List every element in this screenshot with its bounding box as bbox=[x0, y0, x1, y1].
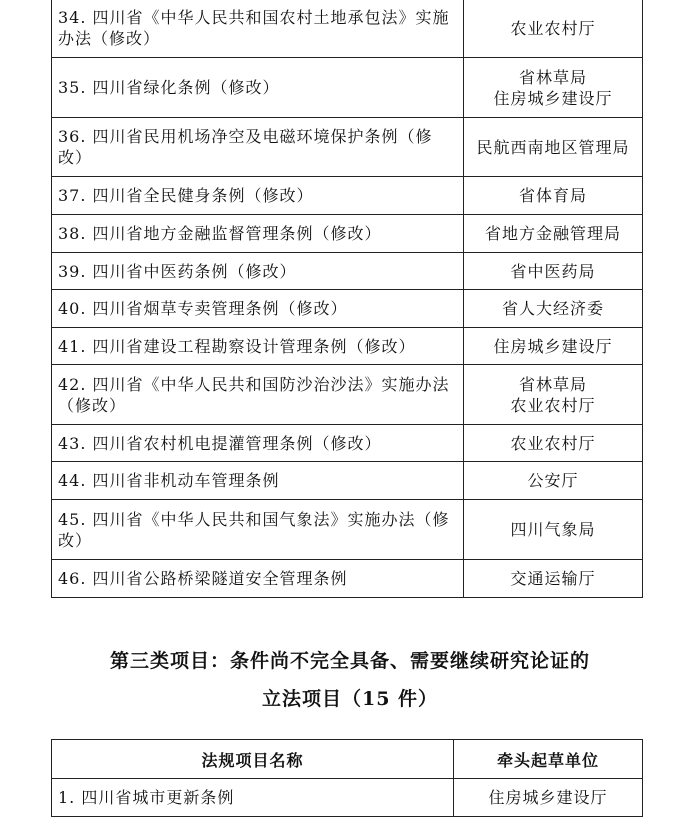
lead-unit: 省中医药局 bbox=[510, 261, 596, 281]
lead-unit-cell bbox=[464, 500, 643, 560]
lead-unit: 民航西南地区管理局 bbox=[476, 137, 630, 157]
lead-unit: 四川气象局 bbox=[510, 520, 596, 539]
table-row bbox=[52, 425, 643, 462]
section-title-line2: 立法项目（15 件） bbox=[261, 688, 439, 710]
table-row bbox=[52, 462, 643, 500]
table-row bbox=[52, 328, 643, 365]
lead-unit: 农业农村厅 bbox=[510, 18, 596, 38]
project-name-cell: 43. 四川省农村机电提灌管理条例（修改） bbox=[52, 425, 464, 462]
header-unit: 牵头起草单位 bbox=[454, 740, 643, 779]
lead-unit-cell bbox=[464, 118, 643, 177]
project-table-category3 bbox=[51, 739, 643, 817]
lead-unit-cell bbox=[464, 177, 643, 215]
table-row bbox=[52, 500, 643, 560]
section-title-line1: 第三类项目：条件尚不完全具备、需要继续研究论证的 bbox=[109, 650, 590, 672]
table-row bbox=[52, 215, 643, 253]
lead-unit-cell bbox=[464, 253, 643, 290]
lead-unit: 省人大经济委 bbox=[501, 299, 604, 318]
project-name-cell: 37. 四川省全民健身条例（修改） bbox=[52, 177, 464, 215]
lead-unit: 农业农村厅 bbox=[510, 395, 596, 415]
project-table-continued bbox=[51, 0, 643, 598]
lead-unit: 住房城乡建设厅 bbox=[493, 336, 613, 356]
lead-unit-cell bbox=[464, 560, 643, 598]
project-name-cell: 42. 四川省《中华人民共和国防沙治沙法》实施办法（修改） bbox=[52, 365, 464, 425]
project-name-cell: 39. 四川省中医药条例（修改） bbox=[52, 253, 464, 290]
project-name-cell: 40. 四川省烟草专卖管理条例（修改） bbox=[52, 290, 464, 328]
lead-unit: 住房城乡建设厅 bbox=[493, 88, 613, 108]
lead-unit: 农业农村厅 bbox=[510, 433, 596, 453]
table-header-row bbox=[52, 740, 643, 779]
lead-unit-cell bbox=[464, 58, 643, 118]
lead-unit: 公安厅 bbox=[527, 471, 579, 490]
table-row bbox=[52, 779, 643, 817]
project-name-cell: 41. 四川省建设工程勘察设计管理条例（修改） bbox=[52, 328, 464, 365]
lead-unit-cell bbox=[464, 328, 643, 365]
lead-unit: 省林草局 bbox=[518, 67, 587, 87]
table-row bbox=[52, 0, 643, 58]
lead-unit-cell bbox=[464, 462, 643, 500]
lead-unit: 住房城乡建设厅 bbox=[488, 788, 608, 807]
lead-unit-cell bbox=[454, 779, 643, 817]
table-row bbox=[52, 177, 643, 215]
project-name-cell: 38. 四川省地方金融监督管理条例（修改） bbox=[52, 215, 464, 253]
table-row bbox=[52, 560, 643, 598]
lead-unit-cell bbox=[464, 290, 643, 328]
lead-unit: 省林草局 bbox=[518, 374, 587, 394]
header-name: 法规项目名称 bbox=[52, 740, 454, 779]
table-row bbox=[52, 58, 643, 118]
lead-unit-cell bbox=[464, 365, 643, 425]
table-row bbox=[52, 365, 643, 425]
project-name-cell: 36. 四川省民用机场净空及电磁环境保护条例（修改） bbox=[52, 118, 464, 177]
project-name-cell: 1. 四川省城市更新条例 bbox=[52, 779, 454, 817]
lead-unit-cell bbox=[464, 425, 643, 462]
table-row bbox=[52, 253, 643, 290]
project-name-cell: 35. 四川省绿化条例（修改） bbox=[52, 58, 464, 118]
project-name-cell: 34. 四川省《中华人民共和国农村土地承包法》实施办法（修改） bbox=[52, 0, 464, 58]
lead-unit-cell bbox=[464, 0, 643, 58]
lead-unit: 省地方金融管理局 bbox=[484, 224, 621, 243]
table-row bbox=[52, 290, 643, 328]
project-name-cell: 46. 四川省公路桥梁隧道安全管理条例 bbox=[52, 560, 464, 598]
table-row bbox=[52, 118, 643, 177]
project-name-cell: 45. 四川省《中华人民共和国气象法》实施办法（修改） bbox=[52, 500, 464, 560]
lead-unit-cell bbox=[464, 215, 643, 253]
lead-unit: 交通运输厅 bbox=[510, 569, 596, 588]
project-name-cell: 44. 四川省非机动车管理条例 bbox=[52, 462, 464, 500]
lead-unit: 省体育局 bbox=[518, 186, 587, 205]
